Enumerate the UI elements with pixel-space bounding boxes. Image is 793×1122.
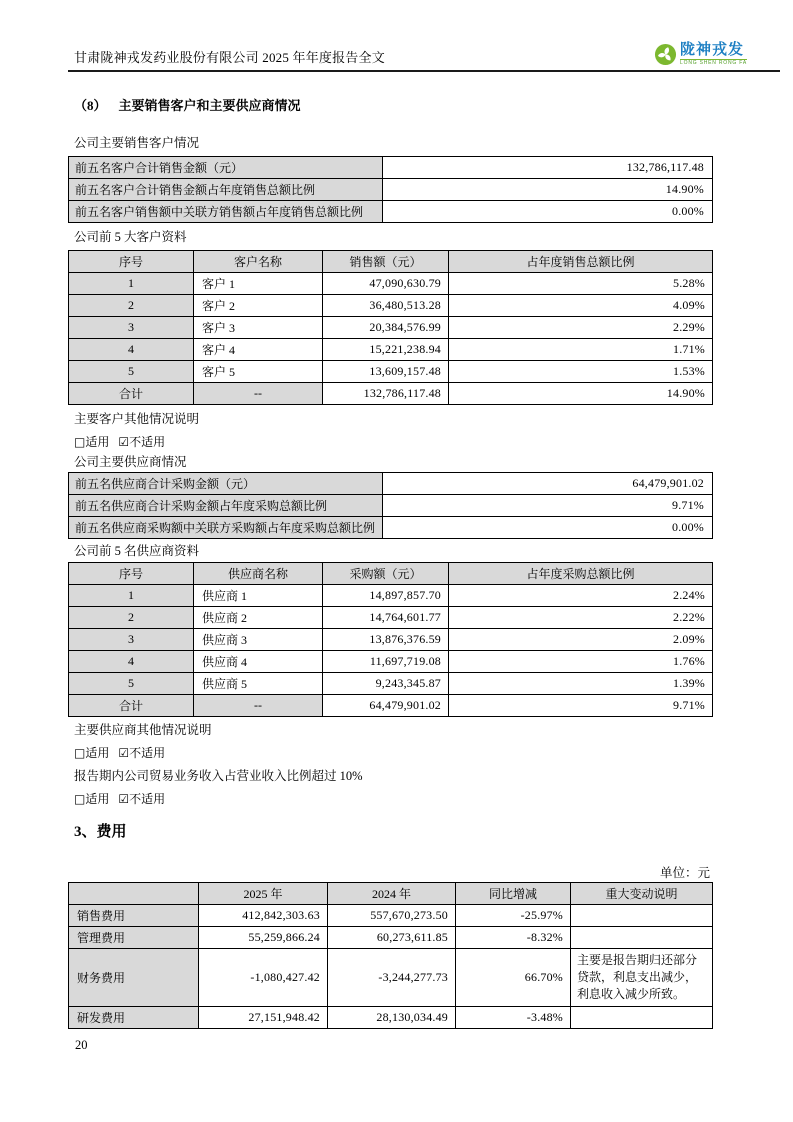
logo-company-name: 陇神戎发 bbox=[680, 41, 745, 58]
index-cell: 2 bbox=[69, 607, 194, 629]
column-header: 重大变动说明 bbox=[571, 883, 713, 905]
amount-cell: 20,384,576.99 bbox=[323, 317, 449, 339]
top5-suppliers-caption: 公司前 5 名供应商资料 bbox=[74, 544, 200, 558]
name-cell: 供应商 4 bbox=[194, 651, 323, 673]
column-header: 占年度销售总额比例 bbox=[449, 251, 713, 273]
index-cell: 5 bbox=[69, 361, 194, 383]
change-note-cell bbox=[571, 927, 713, 949]
total-label-cell: 合计 bbox=[69, 695, 194, 717]
name-cell: 供应商 3 bbox=[194, 629, 323, 651]
yoy-change-cell: -3.48% bbox=[456, 1007, 571, 1029]
row-label: 前五名供应商合计采购金额占年度采购总额比例 bbox=[69, 495, 383, 517]
company-logo bbox=[654, 42, 747, 66]
ratio-cell: 1.53% bbox=[449, 361, 713, 383]
expense-label-cell: 销售费用 bbox=[69, 905, 199, 927]
yoy-change-cell: -25.97% bbox=[456, 905, 571, 927]
row-value: 9.71% bbox=[383, 495, 713, 517]
logo-subtitle: LONG SHEN RONG FA bbox=[680, 60, 747, 66]
table-row bbox=[69, 251, 713, 273]
amount-2024-cell: 28,130,034.49 bbox=[328, 1007, 456, 1029]
column-header: 序号 bbox=[69, 563, 194, 585]
ratio-cell: 1.71% bbox=[449, 339, 713, 361]
table-row bbox=[69, 383, 713, 405]
ratio-cell: 1.39% bbox=[449, 673, 713, 695]
supplier-summary-table bbox=[68, 472, 713, 539]
name-cell: 供应商 2 bbox=[194, 607, 323, 629]
table-row bbox=[69, 157, 713, 179]
total-ratio-cell: 14.90% bbox=[449, 383, 713, 405]
table-row bbox=[69, 473, 713, 495]
total-label-cell: 合计 bbox=[69, 383, 194, 405]
column-header: 客户名称 bbox=[194, 251, 323, 273]
column-header: 2024 年 bbox=[328, 883, 456, 905]
ratio-cell: 2.24% bbox=[449, 585, 713, 607]
amount-2025-cell: 55,259,866.24 bbox=[199, 927, 328, 949]
table-row bbox=[69, 607, 713, 629]
logo-text bbox=[680, 42, 747, 66]
expenses-table bbox=[68, 882, 713, 1029]
table-row bbox=[69, 201, 713, 223]
name-cell: 供应商 5 bbox=[194, 673, 323, 695]
top5-customers-caption: 公司前 5 大客户资料 bbox=[74, 230, 187, 244]
top5-suppliers-table bbox=[68, 562, 713, 717]
index-cell: 2 bbox=[69, 295, 194, 317]
row-value: 64,479,901.02 bbox=[383, 473, 713, 495]
section-8-number: （8） bbox=[74, 98, 107, 113]
index-cell: 5 bbox=[69, 673, 194, 695]
table-row bbox=[69, 949, 713, 1007]
total-amount-cell: 132,786,117.48 bbox=[323, 383, 449, 405]
amount-cell: 15,221,238.94 bbox=[323, 339, 449, 361]
table-row bbox=[69, 317, 713, 339]
table-row bbox=[69, 673, 713, 695]
amount-2024-cell: 60,273,611.85 bbox=[328, 927, 456, 949]
ratio-cell: 4.09% bbox=[449, 295, 713, 317]
table-row bbox=[69, 1007, 713, 1029]
amount-cell: 13,609,157.48 bbox=[323, 361, 449, 383]
customer-note-label: 主要客户其他情况说明 bbox=[74, 412, 200, 426]
amount-cell: 36,480,513.28 bbox=[323, 295, 449, 317]
change-note-cell: 主要是报告期归还部分贷款，利息支出减少，利息收入减少所致。 bbox=[571, 949, 713, 1007]
customer-summary-caption: 公司主要销售客户情况 bbox=[74, 136, 200, 150]
supplier-note-checkboxes bbox=[68, 746, 712, 761]
amount-2025-cell: 27,151,948.42 bbox=[199, 1007, 328, 1029]
amount-2025-cell: 412,842,303.63 bbox=[199, 905, 328, 927]
top5-customers-table bbox=[68, 250, 713, 405]
not-applicable-checkbox: ☑不适用 bbox=[118, 435, 166, 449]
index-cell: 3 bbox=[69, 317, 194, 339]
ratio-cell: 2.29% bbox=[449, 317, 713, 339]
applicable-checkbox: □适用 bbox=[74, 435, 110, 449]
page-content bbox=[68, 0, 747, 1029]
change-note-cell bbox=[571, 1007, 713, 1029]
section-8-title: 主要销售客户和主要供应商情况 bbox=[118, 98, 301, 113]
column-header: 2025 年 bbox=[199, 883, 328, 905]
not-applicable-checkbox: ☑不适用 bbox=[118, 792, 166, 806]
ratio-cell: 1.76% bbox=[449, 651, 713, 673]
name-cell: 客户 1 bbox=[194, 273, 323, 295]
column-header: 占年度采购总额比例 bbox=[449, 563, 713, 585]
expense-label-cell: 管理费用 bbox=[69, 927, 199, 949]
amount-cell: 9,243,345.87 bbox=[323, 673, 449, 695]
trade-note-label: 报告期内公司贸易业务收入占营业收入比例超过 10% bbox=[74, 769, 363, 783]
applicable-checkbox: □适用 bbox=[74, 792, 110, 806]
row-value: 14.90% bbox=[383, 179, 713, 201]
name-cell: 客户 2 bbox=[194, 295, 323, 317]
amount-cell: 11,697,719.08 bbox=[323, 651, 449, 673]
amount-cell: 13,876,376.59 bbox=[323, 629, 449, 651]
table-row bbox=[69, 883, 713, 905]
supplier-summary-caption: 公司主要供应商情况 bbox=[74, 455, 187, 469]
name-cell: 客户 5 bbox=[194, 361, 323, 383]
ratio-cell: 2.09% bbox=[449, 629, 713, 651]
pinwheel-logo-icon bbox=[654, 43, 677, 66]
total-name-cell: -- bbox=[194, 695, 323, 717]
name-cell: 客户 3 bbox=[194, 317, 323, 339]
ratio-cell: 5.28% bbox=[449, 273, 713, 295]
table-row bbox=[69, 563, 713, 585]
amount-cell: 47,090,630.79 bbox=[323, 273, 449, 295]
amount-cell: 14,897,857.70 bbox=[323, 585, 449, 607]
table-row bbox=[69, 273, 713, 295]
table-row bbox=[69, 629, 713, 651]
index-cell: 3 bbox=[69, 629, 194, 651]
column-header: 序号 bbox=[69, 251, 194, 273]
page-number: 20 bbox=[75, 1038, 88, 1052]
total-amount-cell: 64,479,901.02 bbox=[323, 695, 449, 717]
column-header: 同比增减 bbox=[456, 883, 571, 905]
table-row bbox=[69, 179, 713, 201]
row-label: 前五名客户合计销售金额（元） bbox=[69, 157, 383, 179]
table-row bbox=[69, 585, 713, 607]
row-label: 前五名客户销售额中关联方销售额占年度销售总额比例 bbox=[69, 201, 383, 223]
amount-2024-cell: -3,244,277.73 bbox=[328, 949, 456, 1007]
amount-cell: 14,764,601.77 bbox=[323, 607, 449, 629]
amount-2025-cell: -1,080,427.42 bbox=[199, 949, 328, 1007]
yoy-change-cell: -8.32% bbox=[456, 927, 571, 949]
amount-2024-cell: 557,670,273.50 bbox=[328, 905, 456, 927]
row-label: 前五名供应商采购额中关联方采购额占年度采购总额比例 bbox=[69, 517, 383, 539]
applicable-checkbox: □适用 bbox=[74, 746, 110, 760]
column-header: 供应商名称 bbox=[194, 563, 323, 585]
table-row bbox=[69, 905, 713, 927]
table-row bbox=[69, 651, 713, 673]
section-8-heading bbox=[68, 95, 712, 114]
table-row bbox=[69, 295, 713, 317]
table-row bbox=[69, 927, 713, 949]
row-value: 132,786,117.48 bbox=[383, 157, 713, 179]
change-note-cell bbox=[571, 905, 713, 927]
row-value: 0.00% bbox=[383, 201, 713, 223]
document-title: 甘肃陇神戎发药业股份有限公司 2025 年年度报告全文 bbox=[74, 50, 385, 65]
customer-summary-table bbox=[68, 156, 713, 223]
column-header bbox=[69, 883, 199, 905]
table-row bbox=[69, 361, 713, 383]
row-value: 0.00% bbox=[383, 517, 713, 539]
index-cell: 1 bbox=[69, 273, 194, 295]
supplier-note-label: 主要供应商其他情况说明 bbox=[74, 723, 212, 737]
not-applicable-checkbox: ☑不适用 bbox=[118, 746, 166, 760]
expenses-heading: 3、费用 bbox=[74, 824, 127, 840]
column-header: 采购额（元） bbox=[323, 563, 449, 585]
name-cell: 客户 4 bbox=[194, 339, 323, 361]
ratio-cell: 2.22% bbox=[449, 607, 713, 629]
yoy-change-cell: 66.70% bbox=[456, 949, 571, 1007]
expense-label-cell: 研发费用 bbox=[69, 1007, 199, 1029]
customer-note-checkboxes bbox=[68, 435, 712, 450]
column-header: 销售额（元） bbox=[323, 251, 449, 273]
index-cell: 1 bbox=[69, 585, 194, 607]
expense-label-cell: 财务费用 bbox=[69, 949, 199, 1007]
total-ratio-cell: 9.71% bbox=[449, 695, 713, 717]
table-row bbox=[69, 339, 713, 361]
index-cell: 4 bbox=[69, 339, 194, 361]
document-header bbox=[68, 0, 780, 72]
table-row bbox=[69, 695, 713, 717]
table-row bbox=[69, 517, 713, 539]
name-cell: 供应商 1 bbox=[194, 585, 323, 607]
total-name-cell: -- bbox=[194, 383, 323, 405]
trade-note-checkboxes bbox=[68, 792, 712, 807]
index-cell: 4 bbox=[69, 651, 194, 673]
unit-label: 单位：元 bbox=[659, 866, 710, 880]
row-label: 前五名客户合计销售金额占年度销售总额比例 bbox=[69, 179, 383, 201]
row-label: 前五名供应商合计采购金额（元） bbox=[69, 473, 383, 495]
table-row bbox=[69, 495, 713, 517]
